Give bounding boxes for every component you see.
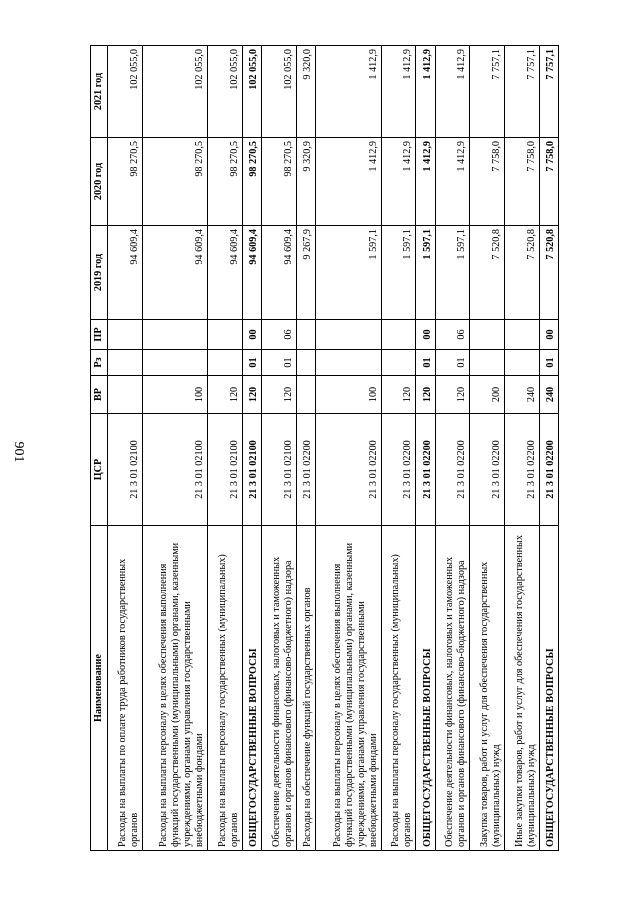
cell-rz xyxy=(208,350,243,376)
cell-csr: 21 3 01 02200 xyxy=(470,414,505,526)
cell-csr: 21 3 01 02200 xyxy=(416,414,435,526)
cell-vr: 120 xyxy=(262,376,297,414)
cell-2019: 7 520,8 xyxy=(539,226,558,320)
cell-rz xyxy=(470,350,505,376)
cell-rz: 01 xyxy=(539,350,558,376)
cell-pr xyxy=(208,320,243,350)
cell-vr: 120 xyxy=(416,376,435,414)
cell-2019: 7 520,8 xyxy=(504,226,539,320)
table-row xyxy=(208,46,243,851)
cell-csr: 21 3 01 02200 xyxy=(504,414,539,526)
table-row xyxy=(316,46,382,851)
cell-rz: 01 xyxy=(416,350,435,376)
table-row xyxy=(539,46,558,851)
cell-2021: 9 320,0 xyxy=(296,46,315,138)
table-header-row xyxy=(91,46,108,851)
cell-2020: 98 270,5 xyxy=(108,138,143,226)
cell-2019: 94 609,4 xyxy=(262,226,297,320)
cell-vr: 240 xyxy=(539,376,558,414)
cell-2021: 102 055,0 xyxy=(262,46,297,138)
cell-2021: 7 757,1 xyxy=(470,46,505,138)
header-csr: ЦСР xyxy=(91,414,108,526)
header-2020: 2020 год xyxy=(91,138,108,226)
cell-2021: 7 757,1 xyxy=(504,46,539,138)
cell-csr: 21 3 01 02200 xyxy=(381,414,416,526)
cell-rz xyxy=(108,350,143,376)
cell-name: Расходы на выплаты персоналу в целях обеспечения выполнения функций государственными (муниципальными) органами, казенными учреждениями, органами управления государственными внебюджетными фондами xyxy=(316,526,382,851)
cell-pr xyxy=(142,320,208,350)
cell-csr: 21 3 01 02100 xyxy=(142,414,208,526)
cell-pr: 06 xyxy=(262,320,297,350)
cell-2019: 94 609,4 xyxy=(242,226,261,320)
cell-name: Закупка товаров, работ и услуг для обеспечения государственных (муниципальных) нужд xyxy=(470,526,505,851)
table-row xyxy=(296,46,315,851)
cell-2020: 98 270,5 xyxy=(242,138,261,226)
cell-2021: 1 412,9 xyxy=(381,46,416,138)
cell-csr: 21 3 01 02100 xyxy=(242,414,261,526)
cell-2021: 102 055,0 xyxy=(208,46,243,138)
cell-pr xyxy=(296,320,315,350)
cell-2021: 1 412,9 xyxy=(435,46,470,138)
cell-vr: 240 xyxy=(504,376,539,414)
cell-name: Обеспечение деятельности финансовых, налоговых и таможенных органов и органов финансового (финансово-бюджетного) надзора xyxy=(435,526,470,851)
cell-2020: 7 758,0 xyxy=(504,138,539,226)
cell-vr: 120 xyxy=(208,376,243,414)
cell-2021: 102 055,0 xyxy=(242,46,261,138)
cell-2020: 1 412,9 xyxy=(381,138,416,226)
cell-2019: 1 597,1 xyxy=(381,226,416,320)
cell-2020: 1 412,9 xyxy=(316,138,382,226)
cell-pr xyxy=(470,320,505,350)
cell-2021: 7 757,1 xyxy=(539,46,558,138)
cell-2019: 94 609,4 xyxy=(208,226,243,320)
table-row xyxy=(504,46,539,851)
cell-csr: 21 3 01 02200 xyxy=(435,414,470,526)
cell-2019: 1 597,1 xyxy=(435,226,470,320)
cell-rz xyxy=(381,350,416,376)
cell-csr: 21 3 01 02200 xyxy=(316,414,382,526)
cell-pr: 00 xyxy=(242,320,261,350)
cell-name: Расходы на обеспечение функций государственных органов xyxy=(296,526,315,851)
cell-csr: 21 3 01 02200 xyxy=(539,414,558,526)
cell-vr: 120 xyxy=(381,376,416,414)
cell-rz xyxy=(142,350,208,376)
table-row xyxy=(470,46,505,851)
cell-2020: 98 270,5 xyxy=(142,138,208,226)
table-body xyxy=(108,46,559,851)
cell-2019: 1 597,1 xyxy=(416,226,435,320)
cell-pr: 00 xyxy=(539,320,558,350)
table-row xyxy=(416,46,435,851)
cell-2020: 7 758,0 xyxy=(539,138,558,226)
header-name: Наименование xyxy=(91,526,108,851)
cell-2020: 1 412,9 xyxy=(435,138,470,226)
budget-table-container xyxy=(90,46,559,851)
cell-name: Расходы на выплаты персоналу государственных (муниципальных) органов xyxy=(381,526,416,851)
cell-pr xyxy=(504,320,539,350)
table-row xyxy=(381,46,416,851)
table-row xyxy=(242,46,261,851)
table-row xyxy=(262,46,297,851)
header-2021: 2021 год xyxy=(91,46,108,138)
cell-2019: 7 520,8 xyxy=(470,226,505,320)
cell-2020: 9 320,9 xyxy=(296,138,315,226)
cell-rz: 01 xyxy=(262,350,297,376)
cell-2019: 94 609,4 xyxy=(108,226,143,320)
header-rz: Рз xyxy=(91,350,108,376)
cell-pr xyxy=(316,320,382,350)
cell-rz: 01 xyxy=(435,350,470,376)
budget-table xyxy=(90,45,559,851)
cell-vr xyxy=(108,376,143,414)
cell-name: Иные закупки товаров, работ и услуг для обеспечения государственных (муниципальных) нужд xyxy=(504,526,539,851)
cell-vr: 100 xyxy=(316,376,382,414)
cell-name: ОБЩЕГОСУДАРСТВЕННЫЕ ВОПРОСЫ xyxy=(242,526,261,851)
cell-name: ОБЩЕГОСУДАРСТВЕННЫЕ ВОПРОСЫ xyxy=(416,526,435,851)
table-row xyxy=(435,46,470,851)
cell-2020: 98 270,5 xyxy=(262,138,297,226)
cell-pr xyxy=(108,320,143,350)
cell-vr: 120 xyxy=(435,376,470,414)
header-pr: ПР xyxy=(91,320,108,350)
cell-2021: 102 055,0 xyxy=(142,46,208,138)
cell-csr: 21 3 01 02100 xyxy=(262,414,297,526)
cell-2021: 1 412,9 xyxy=(316,46,382,138)
header-vr: ВР xyxy=(91,376,108,414)
cell-2019: 1 597,1 xyxy=(316,226,382,320)
cell-2019: 9 267,9 xyxy=(296,226,315,320)
budget-table-rotated xyxy=(90,46,559,851)
cell-2019: 94 609,4 xyxy=(142,226,208,320)
cell-name: Расходы на выплаты по оплате труда работников государственных органов xyxy=(108,526,143,851)
cell-rz xyxy=(316,350,382,376)
cell-vr: 100 xyxy=(142,376,208,414)
cell-name: Расходы на выплаты персоналу в целях обеспечения выполнения функций государственными (муниципальными) органами, казенными учреждениями, органами управления государственными внебюджетными фондами xyxy=(142,526,208,851)
table-row xyxy=(142,46,208,851)
cell-csr: 21 3 01 02100 xyxy=(108,414,143,526)
cell-pr: 00 xyxy=(416,320,435,350)
page-number: 901 xyxy=(11,441,26,463)
cell-2020: 98 270,5 xyxy=(208,138,243,226)
cell-2021: 102 055,0 xyxy=(108,46,143,138)
cell-vr: 200 xyxy=(470,376,505,414)
table-row xyxy=(108,46,143,851)
cell-2020: 1 412,9 xyxy=(416,138,435,226)
cell-name: Обеспечение деятельности финансовых, налоговых и таможенных органов и органов финансового (финансово-бюджетного) надзора xyxy=(262,526,297,851)
cell-rz: 01 xyxy=(242,350,261,376)
header-2019: 2019 год xyxy=(91,226,108,320)
cell-pr xyxy=(381,320,416,350)
cell-2021: 1 412,9 xyxy=(416,46,435,138)
cell-rz xyxy=(296,350,315,376)
cell-name: Расходы на выплаты персоналу государственных (муниципальных) органов xyxy=(208,526,243,851)
cell-name: ОБЩЕГОСУДАРСТВЕННЫЕ ВОПРОСЫ xyxy=(539,526,558,851)
cell-vr xyxy=(296,376,315,414)
cell-pr: 06 xyxy=(435,320,470,350)
cell-2020: 7 758,0 xyxy=(470,138,505,226)
cell-vr: 120 xyxy=(242,376,261,414)
cell-rz xyxy=(504,350,539,376)
cell-csr: 21 3 01 02100 xyxy=(208,414,243,526)
cell-csr: 21 3 01 02200 xyxy=(296,414,315,526)
